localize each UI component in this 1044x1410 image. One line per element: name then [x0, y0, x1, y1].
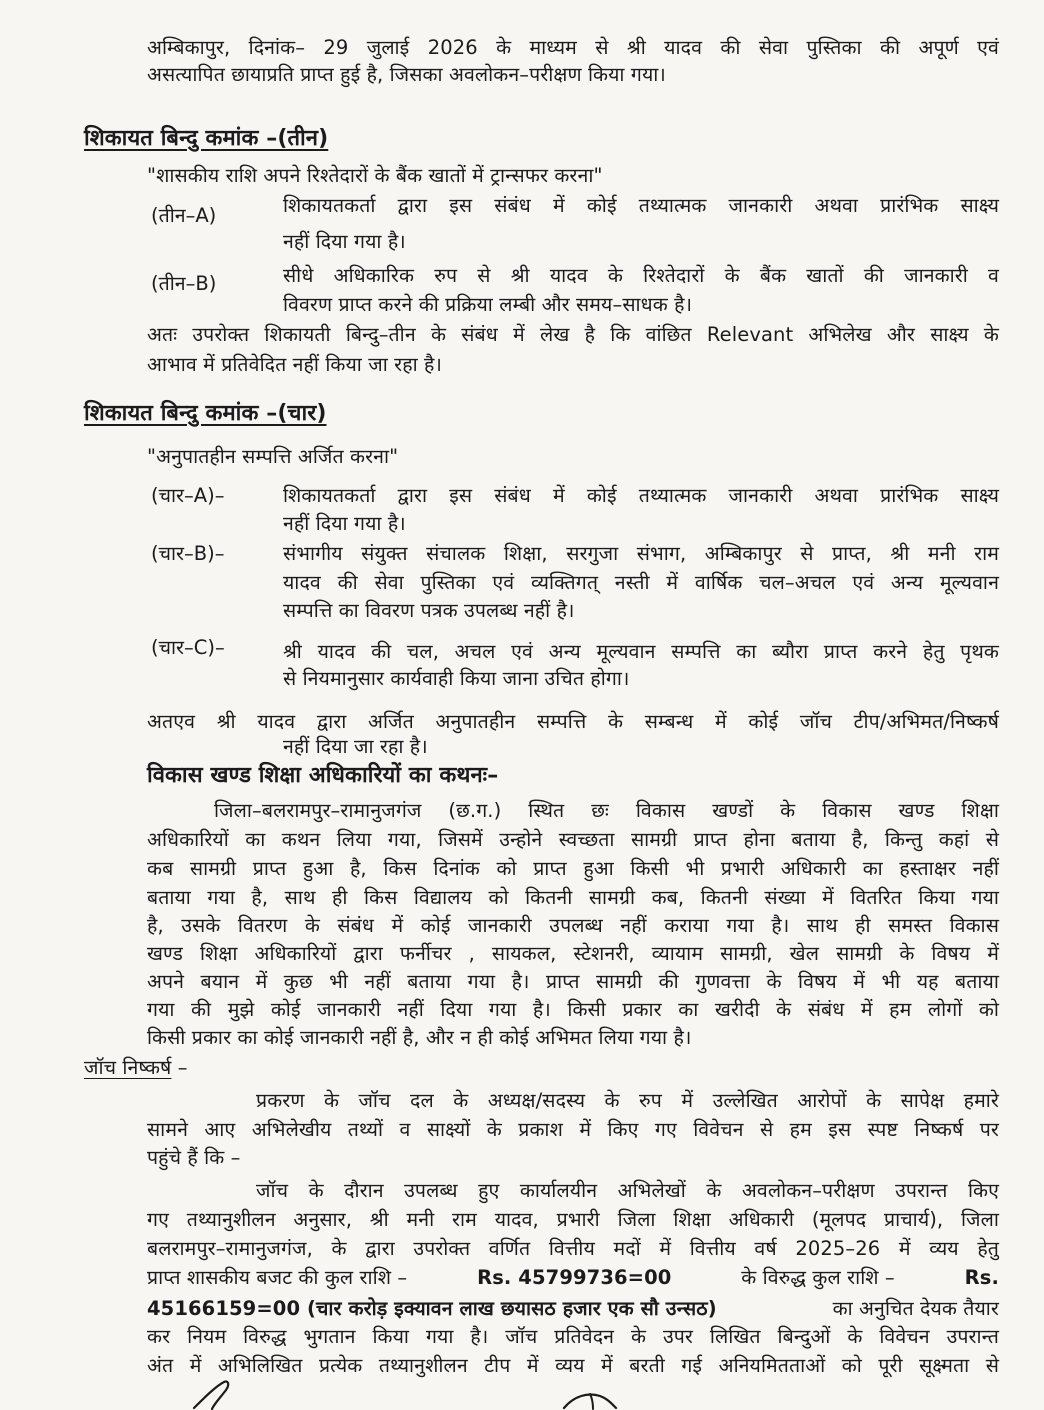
item-label: (चार–C)– — [151, 636, 225, 659]
paragraph-line: कब सामग्री प्राप्त हुआ है, किस दिनांक को प्राप्त हुआ किसी भी प्रभारी अधिकारी का हस्ताक्षर नहीं — [147, 857, 999, 880]
signature-mark-right — [560, 1388, 620, 1410]
section-heading-findings — [84, 1055, 188, 1081]
budget-text: के विरुद्ध कुल राशि – — [741, 1266, 895, 1289]
item-text-line: से नियमानुसार कार्यवाही किया जाना उचित होगा। — [283, 667, 630, 690]
budget-amount: Rs. 45799736=00 — [477, 1266, 672, 1289]
complaint-quote: "शासकीय राशि अपने रिश्तेदारों के बैंक खातों में ट्रान्सफर करना" — [147, 164, 603, 187]
item-text-line: संभागीय संयुक्त संचालक शिक्षा, सरगुजा संभाग, अम्बिकापुर से प्राप्त, श्री मनी राम — [283, 542, 999, 565]
item-text-line: यादव की सेवा पुस्तिका एवं व्यक्तिगत् नस्ती में वार्षिक चल–अचल एवं अन्य मूल्यवान — [283, 571, 999, 594]
intro-line: अम्बिकापुर, दिनांक– 29 जुलाई 2026 के माध्यम से श्री यादव की सेवा पुस्तिका की अपूर्ण एवं — [147, 36, 999, 59]
findings-heading-text: जॉच निष्कर्ष — [84, 1056, 172, 1079]
item-text-line: विवरण प्राप्त करने की प्रक्रिया लम्बी और समय–साधक है। — [283, 293, 693, 316]
budget-line — [147, 1265, 999, 1291]
paragraph-line: जिला–बलरामपुर–रामानुजगंज (छ.ग.) स्थित छः विकास खण्डों के विकास खण्ड शिक्षा — [214, 799, 999, 822]
section-heading-point-four: शिकायत बिन्दु कमांक –(चार) — [84, 401, 327, 426]
item-label: (चार–A)– — [151, 484, 225, 507]
paragraph-line: अधिकारियों का कथन लिया गया, जिसमें उन्होने स्वच्छता सामग्री प्राप्त होना बताया है, किन्तु कहां से — [147, 828, 999, 851]
paragraph-line: सामने आए अभिलेखीय तथ्यों व साक्ष्यों के प्रकाश में किए गए विवेचन से हम इस स्पष्ट निष्कर्ष पर — [147, 1118, 999, 1141]
paragraph-line: कर नियम विरुद्ध भुगतान किया गया है। जॉच प्रतिवेदन के उपर लिखित बिन्दुओं के विवेचन उपरान्त — [147, 1325, 999, 1348]
conclusion-line: अतएव श्री यादव द्वारा अर्जित अनुपातहीन सम्पत्ति के सम्बन्ध में कोई जॉच टीप/अभिमत/निष्कर्ष — [147, 710, 999, 733]
paragraph-line: अंत में अभिलिखित प्रत्येक तथ्यानुशीलन टीप में व्यय में बरती गई अनियमितताओं को पूरी सूक्ष्मता से — [147, 1354, 999, 1377]
bill-line — [147, 1296, 999, 1322]
item-text-line: नहीं दिया गया है। — [283, 230, 406, 253]
paragraph-line: बलरामपुर–रामानुजगंज, के द्वारा उपरोक्त वर्णित वित्तीय मदों में वित्तीय वर्ष 2025–26 में व्यय हेतु — [147, 1237, 999, 1260]
paragraph-line: प्रकरण के जॉच दल के अध्यक्ष/सदस्य के रुप में उल्लेखित आरोपों के सापेक्ष हमारे — [256, 1089, 999, 1112]
budget-text: प्राप्त शासकीय बजट की कुल राशि – — [147, 1266, 408, 1289]
conclusion-line: आभाव में प्रतिवेदित नहीं किया जा रहा है। — [147, 353, 442, 376]
findings-heading-dash: – — [171, 1056, 188, 1079]
paragraph-line: खण्ड शिक्षा अधिकारियों द्वारा फर्नीचर , सायकल, स्टेशनरी, व्यायाम सामग्री, खेल सामग्री के विषय में — [147, 942, 999, 965]
signature-mark-left — [190, 1378, 260, 1410]
paragraph-line: किसी प्रकार का कोई जानकारी नहीं है, और न ही कोई अभिमत लिया गया है। — [147, 1026, 692, 1049]
paragraph-line: बताया गया है, साथ ही किस विद्यालय को कितनी सामग्री कब, कितनी संख्या में वितरित किया गया — [147, 886, 999, 909]
item-label: (चार–B)– — [151, 542, 225, 565]
intro-line: असत्यापित छायाप्रति प्राप्त हुई है, जिसका अवलोकन–परीक्षण किया गया। — [147, 63, 666, 86]
paragraph-line: पहुंचे हैं कि – — [147, 1146, 241, 1169]
bill-text: का अनुचित देयक तैयार — [832, 1297, 999, 1320]
section-heading-point-three: शिकायत बिन्दु कमांक –(तीन) — [84, 126, 329, 151]
paragraph-line: जॉच के दौरान उपलब्ध हुए कार्यालयीन अभिलेखों के अवलोकन–परीक्षण उपरान्त किए — [256, 1179, 999, 1202]
item-text-line: शिकायतकर्ता द्वारा इस संबंध में कोई तथ्यात्मक जानकारी अथवा प्रारंभिक साक्ष्य — [283, 484, 999, 507]
item-text-line: नहीं दिया गया है। — [283, 512, 406, 535]
item-text-line: श्री यादव की चल, अचल एवं अन्य मूल्यवान सम्पत्ति का ब्यौरा प्राप्त करने हेतु पृथक — [283, 640, 999, 663]
bill-amount: 45166159=00 (चार करोड़ इक्यावन लाख छयासठ हजार एक सौ उन्सठ) — [147, 1297, 717, 1320]
item-text-line: सीधे अधिकारिक रुप से श्री यादव के रिश्तेदारों के बैंक खातों की जानकारी व — [283, 264, 999, 287]
item-text-line: सम्पत्ति का विवरण पत्रक उपलब्ध नहीं है। — [283, 599, 575, 622]
paragraph-line: है, उसके वितरण के संबंध में कोई जानकारी उपलब्ध नहीं कराया गया है। साथ ही समस्त विकास — [147, 914, 999, 937]
paragraph-line: गया की मुझे कोई जानकारी नहीं दिया गया है। किसी प्रकार का खरीदी के संबंध में हम लोगों को — [147, 998, 999, 1021]
budget-rs: Rs. — [964, 1266, 999, 1289]
paragraph-line: गए तथ्यानुशीलन अनुसार, श्री मनी राम यादव, प्रभारी जिला शिक्षा अधिकारी (मूलपद प्राचार्य), जिला — [147, 1208, 999, 1231]
section-heading-beo-statement: विकास खण्ड शिक्षा अधिकारियों का कथनः– — [147, 763, 499, 788]
conclusion-line: अतः उपरोक्त शिकायती बिन्दु–तीन के संबंध में लेख है कि वांछित Relevant अभिलेख और साक्ष्य के — [147, 323, 999, 346]
item-text-line: शिकायतकर्ता द्वारा इस संबंध में कोई तथ्यात्मक जानकारी अथवा प्रारंभिक साक्ष्य — [283, 194, 999, 217]
conclusion-line: नहीं दिया जा रहा है। — [283, 735, 428, 758]
complaint-quote: "अनुपातहीन सम्पत्ति अर्जित करना" — [147, 445, 399, 468]
item-label: (तीन–A) — [151, 204, 217, 227]
item-label: (तीन–B) — [151, 272, 217, 295]
paragraph-line: अपने बयान में कुछ भी नहीं बताया गया है। प्राप्त सामग्री की गुणवत्ता के विषय में भी यह बताया — [147, 970, 999, 993]
